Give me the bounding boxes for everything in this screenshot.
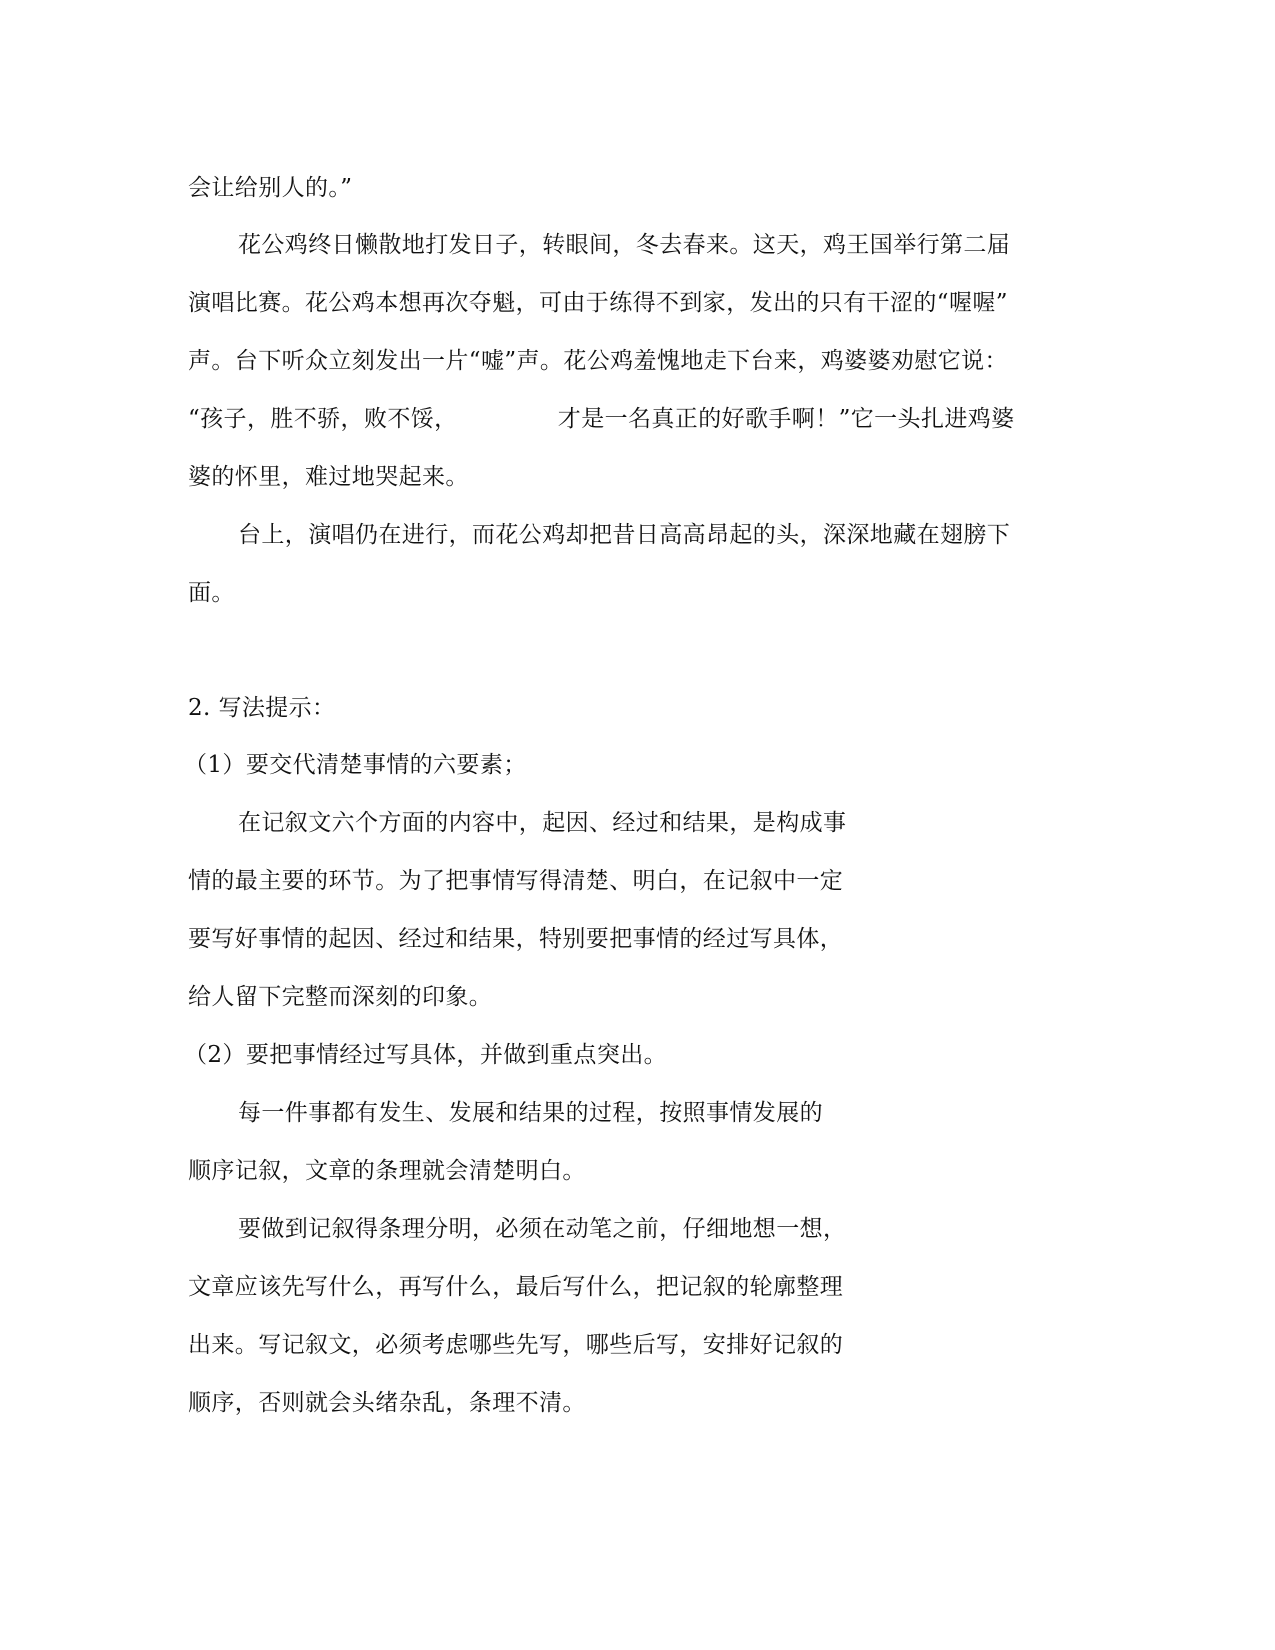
- tip-line: 情的最主要的环节。为了把事情写得清楚、明白，在记叙中一定: [188, 868, 844, 894]
- story-line: 声。台下听众立刻发出一片“嘘”声。花公鸡羞愧地走下台来，鸡婆婆劝慰它说：: [188, 348, 1008, 374]
- tip-line: 要写好事情的起因、经过和结果，特别要把事情的经过写具体，: [188, 926, 844, 952]
- tip-line: 顺序记叙，文章的条理就会清楚明白。: [188, 1158, 586, 1184]
- story-line: 婆的怀里，难过地哭起来。: [188, 464, 469, 490]
- story-line: 台上，演唱仍在进行，而花公鸡却把昔日高高昂起的头，深深地藏在翅膀下: [238, 522, 1011, 548]
- tip-line: 文章应该先写什么，再写什么，最后写什么，把记叙的轮廓整理: [188, 1274, 844, 1300]
- story-line: 演唱比赛。花公鸡本想再次夺魁，可由于练得不到家，发出的只有干涩的“喔喔”: [188, 290, 1008, 316]
- story-line: “孩子，胜不骄，败不馁， 才是一名真正的好歌手啊！”它一头扎进鸡婆: [188, 406, 1015, 432]
- tip-item-2: （2）要把事情经过写具体，并做到重点突出。: [184, 1042, 668, 1068]
- section-heading: 2. 写法提示：: [188, 695, 336, 721]
- story-line: 会让给别人的。”: [188, 175, 353, 201]
- tip-line: 顺序，否则就会头绪杂乱，条理不清。: [188, 1390, 586, 1416]
- story-line: 面。: [188, 580, 235, 606]
- tip-line: 在记叙文六个方面的内容中，起因、经过和结果，是构成事: [238, 810, 847, 836]
- tip-item-1: （1）要交代清楚事情的六要素；: [184, 752, 527, 778]
- story-line: 花公鸡终日懒散地打发日子，转眼间，冬去春来。这天，鸡王国举行第二届: [238, 232, 1011, 258]
- tip-line: 要做到记叙得条理分明，必须在动笔之前，仔细地想一想，: [238, 1216, 847, 1242]
- tip-line: 出来。写记叙文，必须考虑哪些先写，哪些后写，安排好记叙的: [188, 1332, 844, 1358]
- tip-line: 每一件事都有发生、发展和结果的过程，按照事情发展的: [238, 1100, 823, 1126]
- tip-line: 给人留下完整而深刻的印象。: [188, 984, 493, 1010]
